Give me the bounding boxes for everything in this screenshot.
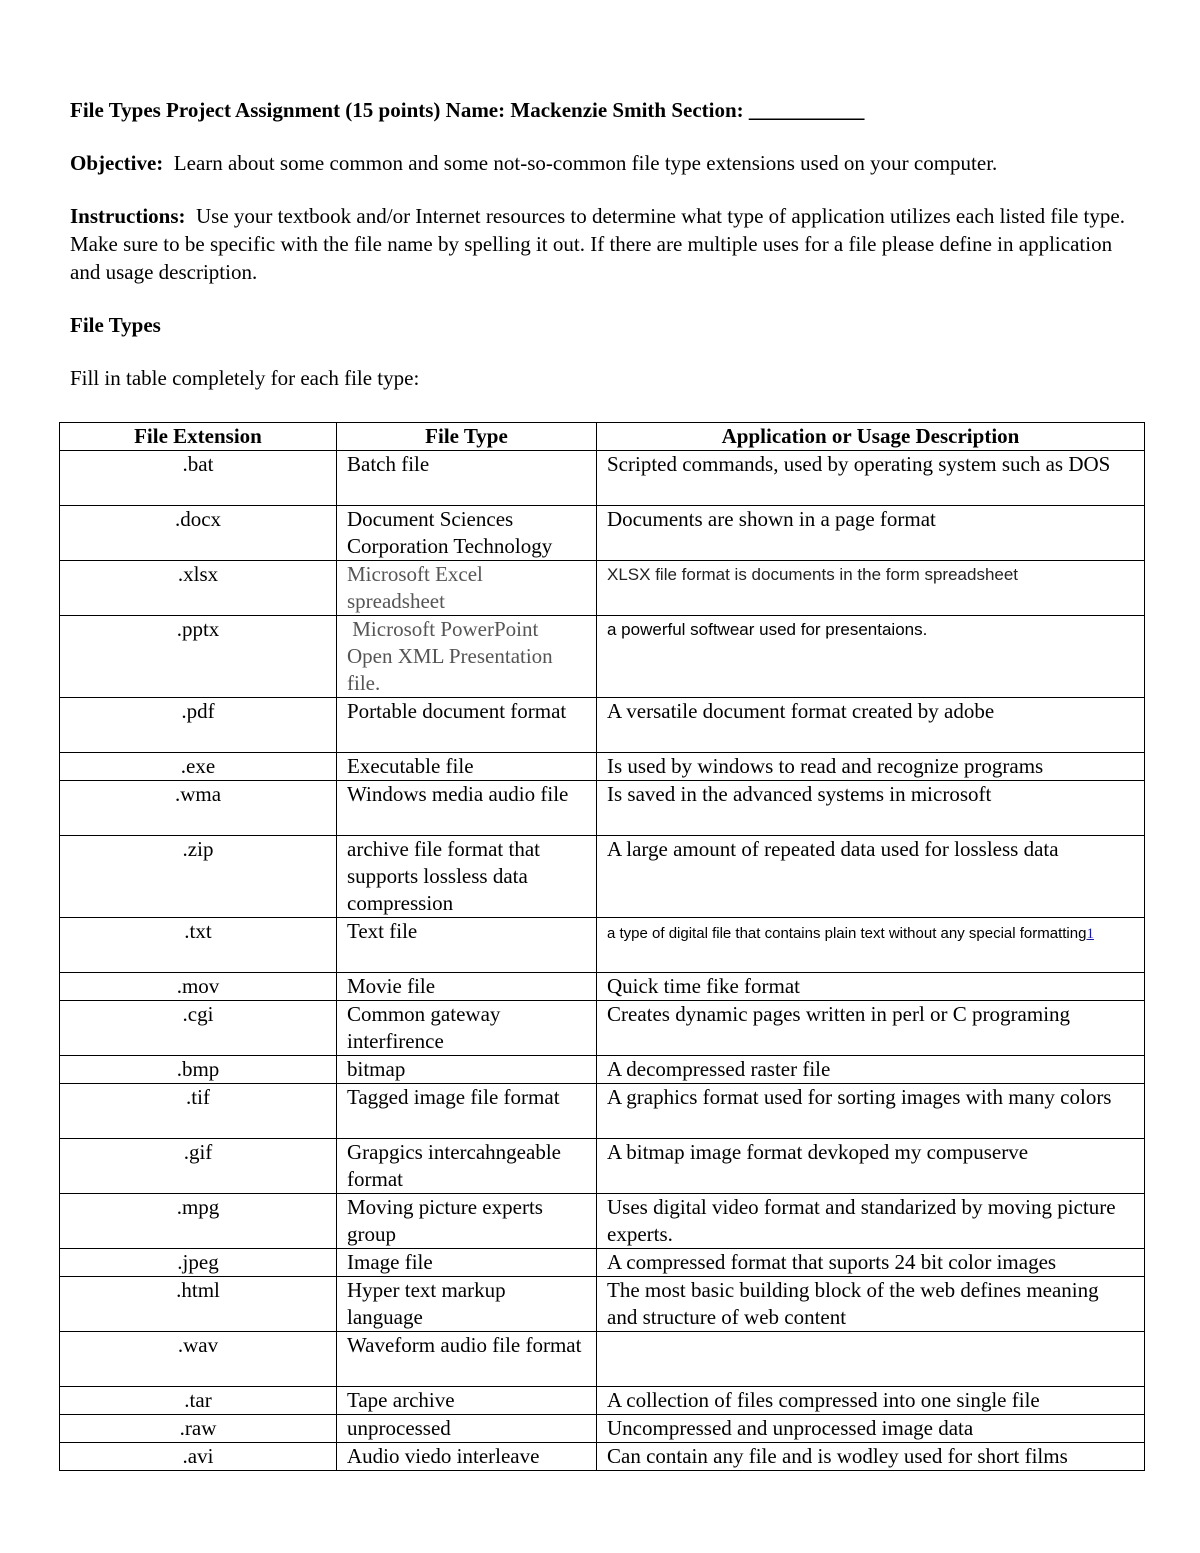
cell-description (597, 918, 1145, 973)
objective-text: Learn about some common and some not-so-common file type extensions used on your computer. (163, 151, 998, 175)
table-row (60, 1332, 1145, 1387)
cell-file-type: Text file (337, 918, 597, 973)
table-row (60, 1415, 1145, 1443)
cell-description: A collection of files compressed into one single file (597, 1387, 1145, 1415)
cell-extension: .html (60, 1277, 337, 1332)
cell-description: Uncompressed and unprocessed image data (597, 1415, 1145, 1443)
cell-description: A bitmap image format devkoped my compuserve (597, 1139, 1145, 1194)
cell-extension: .xlsx (60, 561, 337, 616)
cell-description: Creates dynamic pages written in perl or C programing (597, 1001, 1145, 1056)
cell-file-type: Audio viedo interleave (337, 1443, 597, 1471)
cell-description: A decompressed raster file (597, 1056, 1145, 1084)
column-header-description: Application or Usage Description (597, 423, 1145, 451)
cell-extension: .raw (60, 1415, 337, 1443)
table-row (60, 1001, 1145, 1056)
cell-file-type: Microsoft Excel spreadsheet (337, 561, 597, 616)
cell-description: a powerful softwear used for presentaions. (597, 616, 1145, 698)
cell-extension: .mov (60, 973, 337, 1001)
cell-extension: .exe (60, 753, 337, 781)
cell-extension: .jpeg (60, 1249, 337, 1277)
objective-paragraph (70, 149, 1144, 177)
cell-description: A graphics format used for sorting images with many colors (597, 1084, 1145, 1139)
cell-file-type: bitmap (337, 1056, 597, 1084)
objective-label: Objective: (70, 151, 164, 175)
cell-description (597, 1332, 1145, 1387)
cell-file-type: Hyper text markup language (337, 1277, 597, 1332)
fill-instruction: Fill in table completely for each file type: (70, 366, 420, 390)
cell-extension: .pptx (60, 616, 337, 698)
table-row (60, 1387, 1145, 1415)
cell-extension: .bmp (60, 1056, 337, 1084)
table-row (60, 1139, 1145, 1194)
cell-extension: .tar (60, 1387, 337, 1415)
cell-extension: .tif (60, 1084, 337, 1139)
document-title: File Types Project Assignment (15 points) Name: Mackenzie Smith Section: ___________ (70, 98, 865, 122)
table-row (60, 1056, 1145, 1084)
table-row (60, 836, 1145, 918)
table-header-row (60, 423, 1145, 451)
table-row (60, 1443, 1145, 1471)
cell-description: XLSX file format is documents in the form spreadsheet (597, 561, 1145, 616)
column-header-extension: File Extension (60, 423, 337, 451)
cell-file-type: Tagged image file format (337, 1084, 597, 1139)
cell-file-type: Moving picture experts group (337, 1194, 597, 1249)
cell-extension: .avi (60, 1443, 337, 1471)
cell-extension: .gif (60, 1139, 337, 1194)
cell-extension: .mpg (60, 1194, 337, 1249)
table-row (60, 918, 1145, 973)
table-row (60, 1194, 1145, 1249)
cell-description: Quick time fike format (597, 973, 1145, 1001)
table-body (60, 451, 1145, 1471)
cell-description: Uses digital video format and standarized by moving picture experts. (597, 1194, 1145, 1249)
cell-file-type: Document Sciences Corporation Technology (337, 506, 597, 561)
column-header-type: File Type (337, 423, 597, 451)
table-row (60, 1084, 1145, 1139)
instructions-paragraph (70, 202, 1144, 286)
instructions-label: Instructions: (70, 204, 186, 228)
cell-file-type: Executable file (337, 753, 597, 781)
cell-extension: .txt (60, 918, 337, 973)
cell-description: Is saved in the advanced systems in microsoft (597, 781, 1145, 836)
cell-extension: .cgi (60, 1001, 337, 1056)
file-types-table (59, 422, 1145, 1471)
table-row (60, 1277, 1145, 1332)
cell-description: A versatile document format created by adobe (597, 698, 1145, 753)
cell-description: Documents are shown in a page format (597, 506, 1145, 561)
cell-file-type: Microsoft PowerPoint Open XML Presentation file. (337, 616, 597, 698)
cell-description: A large amount of repeated data used for lossless data (597, 836, 1145, 918)
table-row (60, 451, 1145, 506)
footnote-link[interactable]: 1 (1086, 926, 1094, 942)
cell-extension: .wav (60, 1332, 337, 1387)
table-row (60, 973, 1145, 1001)
description-text: a type of digital file that contains plain text without any special formatting (607, 925, 1087, 942)
cell-description: The most basic building block of the web defines meaning and structure of web content (597, 1277, 1145, 1332)
cell-extension: .zip (60, 836, 337, 918)
cell-extension: .wma (60, 781, 337, 836)
table-row (60, 753, 1145, 781)
cell-file-type: unprocessed (337, 1415, 597, 1443)
cell-extension: .bat (60, 451, 337, 506)
cell-description: A compressed format that suports 24 bit color images (597, 1249, 1145, 1277)
table-row (60, 781, 1145, 836)
table-row (60, 616, 1145, 698)
cell-file-type: archive file format that supports lossless data compression (337, 836, 597, 918)
cell-file-type: Portable document format (337, 698, 597, 753)
cell-file-type: Waveform audio file format (337, 1332, 597, 1387)
cell-file-type: Movie file (337, 973, 597, 1001)
cell-description: Can contain any file and is wodley used for short films (597, 1443, 1145, 1471)
cell-file-type: Batch file (337, 451, 597, 506)
instructions-text: Use your textbook and/or Internet resources to determine what type of application utilizes each listed file type. Make sure to be specific with the file name by spelling it out. If there are multiple uses for a file please define in application and usage description. (70, 204, 1136, 284)
cell-description: Scripted commands, used by operating system such as DOS (597, 451, 1145, 506)
section-heading: File Types (70, 313, 161, 337)
cell-file-type: Windows media audio file (337, 781, 597, 836)
table-row (60, 561, 1145, 616)
cell-file-type: Grapgics intercahngeable format (337, 1139, 597, 1194)
cell-file-type: Tape archive (337, 1387, 597, 1415)
table-row (60, 1249, 1145, 1277)
cell-file-type: Common gateway interfirence (337, 1001, 597, 1056)
cell-description: Is used by windows to read and recognize programs (597, 753, 1145, 781)
table-row (60, 506, 1145, 561)
table-row (60, 698, 1145, 753)
cell-extension: .pdf (60, 698, 337, 753)
cell-extension: .docx (60, 506, 337, 561)
cell-file-type: Image file (337, 1249, 597, 1277)
document-page (70, 96, 1144, 417)
